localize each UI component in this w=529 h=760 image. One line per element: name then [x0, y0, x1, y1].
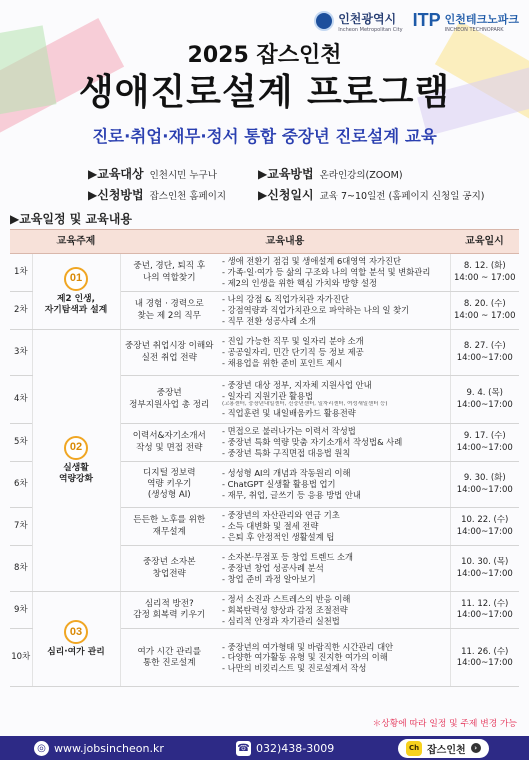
session-content [218, 292, 450, 330]
session-content [218, 629, 450, 687]
session-content [218, 254, 450, 292]
content-item: - 중장년의 자산관리와 연금 기초 [222, 510, 340, 521]
info-apply: ▶신청방법 잡스인천 홈페이지 [88, 188, 227, 202]
content-item: - 진입 가능한 직무 및 일자리 분야 소개 [222, 336, 364, 347]
incheon-city-logo: 인천광역시 Incheon Metropolitan City [314, 8, 402, 33]
session-number: 6차 [10, 462, 32, 508]
content-item: - 면접으로 불러나가는 이력서 작성법 [222, 426, 356, 437]
content-item: - 공공일자리, 민간 단기직 등 정보 제공 [222, 347, 364, 358]
topic-cell [32, 254, 120, 330]
session-datetime [450, 424, 519, 462]
topic-label: 실생활 역량강화 [59, 462, 93, 484]
content-item: - 일자리 지원기관 활용법 [222, 390, 314, 401]
session-time: 14:00 ~ 17:00 [453, 310, 516, 321]
col-content: 교육내용 [120, 230, 450, 254]
session-title: 든든한 노후를 위한 재무설계 [120, 508, 218, 546]
table-row [10, 330, 519, 376]
page-subtitle: 진로·취업·재무·정서 통합 중장년 진로설계 교육 [92, 127, 437, 146]
info-target: ▶교육대상 인천시민 누구나 [88, 167, 217, 181]
col-datetime: 교육일시 [450, 230, 519, 254]
content-item: - ChatGPT 실생활 활용법 업기 [222, 479, 336, 490]
session-date: 11. 12. (수) [461, 599, 509, 610]
content-item: - 회복탄력성 향상과 감정 조절전략 [222, 604, 348, 615]
content-item: - 중장년 창업 성공사례 분석 [222, 563, 324, 574]
session-number: 7차 [10, 508, 32, 546]
session-datetime [450, 292, 519, 330]
content-item: (고용센터, 중장년내일센터, 신중년센터, 일자리센터, 여성새일센터 등) [222, 401, 388, 408]
session-number: 2차 [10, 292, 32, 330]
session-time: 14:00~17:00 [456, 442, 513, 453]
content-item: - 제2의 인생을 위한 핵심 가치와 방향 설정 [222, 277, 377, 288]
content-item: - 재무, 취업, 글쓰기 등 응용 방법 안내 [222, 489, 361, 500]
content-item: - 채용업을 위한 준비 포인트 제시 [222, 357, 343, 368]
col-blank [10, 230, 32, 254]
session-number: 10차 [10, 629, 32, 687]
schedule-heading: ▶교육일정 및 교육내용 [10, 212, 132, 226]
content-item: - 나만의 비킷리스트 및 진로설계서 작성 [222, 663, 367, 674]
footer-bar [0, 736, 529, 760]
content-item: - 소득 대변화 및 절세 전략 [222, 521, 319, 532]
content-item: - 소자본·무점포 등 창업 트렌드 소개 [222, 552, 354, 563]
session-date: 11. 26. (수) [461, 646, 509, 657]
session-time: 14:00~17:00 [456, 484, 513, 495]
session-datetime [450, 254, 519, 292]
content-item: - 강점역량과 직업가치관으로 파악하는 나의 일 찾기 [222, 305, 410, 316]
schedule-table [10, 229, 519, 687]
footer-phone[interactable]: ☎ 032)438-3009 [237, 741, 335, 755]
title-year: 2025 잡스인천 [187, 43, 342, 68]
topic-label: 심리·여가 관리 [47, 646, 105, 657]
content-item: - 직업훈련 및 내일배움카드 활용전략 [222, 408, 356, 419]
session-date: 10. 30. (목) [461, 557, 509, 568]
content-item: - 나의 강점 & 직업가치관 자가진단 [222, 294, 349, 305]
session-content [218, 330, 450, 376]
topic-number-badge: 01 [64, 267, 88, 291]
content-item: - 은퇴 후 안정적인 생활설계 팁 [222, 531, 335, 542]
session-title: 디지털 정보력 역량 키우기 (생성형 AI) [120, 462, 218, 508]
session-datetime [450, 546, 519, 592]
change-notice: ＊상황에 따라 일정 및 주제 변경 가능 [372, 719, 517, 729]
session-content [218, 508, 450, 546]
session-date: 8. 20. (수) [463, 299, 506, 310]
session-title: 심리적 방전? 감정 회복력 키우기 [120, 592, 218, 629]
session-title: 중장년 취업시장 이해와 실전 취업 전략 [120, 330, 218, 376]
session-number: 1차 [10, 254, 32, 292]
kakao-channel-icon: Ch [406, 741, 422, 756]
session-datetime [450, 629, 519, 687]
globe-icon: ◎ [34, 741, 49, 756]
topic-cell [32, 330, 120, 592]
page-title: 생애진로설계 프로그램 [78, 72, 451, 113]
topic-number-badge: 02 [64, 436, 88, 460]
header-logos [314, 8, 519, 33]
session-date: 9. 4. (목) [466, 388, 503, 399]
session-number: 8차 [10, 546, 32, 592]
session-date: 10. 22. (수) [461, 515, 509, 526]
content-item: - 직무 전환 성공사례 소개 [222, 315, 316, 326]
program-info [88, 163, 508, 205]
table-row [10, 254, 519, 292]
session-number: 3차 [10, 330, 32, 376]
session-title: 내 경험 · 경력으로 찾는 제 2의 직무 [120, 292, 218, 330]
topic-label: 제2 인생, 자기탐색과 설계 [44, 293, 108, 315]
incheon-seal-icon [314, 11, 334, 31]
session-time: 14:00~17:00 [456, 399, 513, 410]
content-item: - 중장년 특화 구직면접 대응법 원칙 [222, 447, 351, 458]
session-number: 9차 [10, 592, 32, 629]
topic-cell [32, 592, 120, 687]
col-topic: 교육주제 [32, 230, 120, 254]
session-content [218, 546, 450, 592]
session-date: 9. 17. (수) [463, 431, 506, 442]
session-title: 중장년 소자본 창업전략 [120, 546, 218, 592]
content-item: - 정서 소진과 스트레스의 반응 이해 [222, 594, 351, 604]
footer-kakao[interactable] [398, 739, 489, 758]
footer-website[interactable]: ◎ www.jobsincheon.kr [34, 741, 164, 756]
session-title: 중년, 경단, 퇴직 후 나의 역할찾기 [120, 254, 218, 292]
content-item: - 성성형 AI의 개념과 작동원리 이해 [222, 468, 351, 479]
table-row [10, 592, 519, 629]
session-date: 8. 27. (수) [463, 341, 506, 352]
session-title: 여가 시간 관리를 통한 진로설계 [120, 629, 218, 687]
content-item: - 창업 준비 과정 알아보기 [222, 573, 316, 584]
session-title: 이력서&자기소개서 작성 및 면접 전략 [120, 424, 218, 462]
session-content [218, 424, 450, 462]
session-datetime [450, 462, 519, 508]
info-method: ▶교육방법 온라인강의(ZOOM) [258, 167, 403, 181]
session-time: 14:00 ~ 17:00 [453, 272, 516, 283]
session-datetime [450, 592, 519, 629]
session-datetime [450, 376, 519, 424]
session-time: 14:00~17:00 [456, 526, 513, 537]
session-time: 14:00~17:00 [456, 657, 513, 668]
session-number: 4차 [10, 376, 32, 424]
session-content [218, 592, 450, 629]
content-item: - 중장년의 여가형태 및 바람직한 시간관리 대안 [222, 641, 394, 652]
content-item: - 가족·일·여가 등 삶의 구조와 나의 역할 분석 및 변화관리 [222, 267, 431, 278]
content-item: - 생애 전환기 점검 및 생애설계 6대영역 자가진단 [222, 256, 402, 267]
session-time: 14:00~17:00 [456, 568, 513, 579]
content-item: - 중장년 대상 정부, 지자체 지원사업 안내 [222, 379, 372, 390]
topic-number-badge: 03 [64, 620, 88, 644]
content-item: - 중장년 특화 역량 맞춤 자기소개서 작성법& 사례 [222, 437, 403, 448]
content-item: - 다양한 여가활동 유형 및 진지한 여가의 이해 [222, 652, 388, 663]
session-content [218, 462, 450, 508]
session-datetime [450, 330, 519, 376]
session-time: 14:00~17:00 [456, 352, 513, 363]
session-date: 8. 12. (화) [463, 261, 506, 272]
info-date: ▶신청일시 교육 7~10일전 (홈페이지 신청일 공지) [258, 188, 485, 202]
session-number: 5차 [10, 424, 32, 462]
content-item: - 심리적 안정과 자기관리 실천법 [222, 615, 340, 626]
itp-logo: ITP 인천테크노파크 INCHEON TECHNOPARK [412, 10, 519, 33]
phone-icon: ☎ [237, 742, 250, 754]
session-content [218, 376, 450, 424]
session-datetime [450, 508, 519, 546]
session-time: 14:00~17:00 [456, 610, 513, 621]
session-title: 중장년 정부지원사업 총 정리 [120, 376, 218, 424]
session-date: 9. 30. (화) [463, 473, 506, 484]
kakao-channel-button[interactable]: Ch 잡스인천 › [398, 739, 489, 758]
arrow-right-icon: › [471, 743, 481, 753]
